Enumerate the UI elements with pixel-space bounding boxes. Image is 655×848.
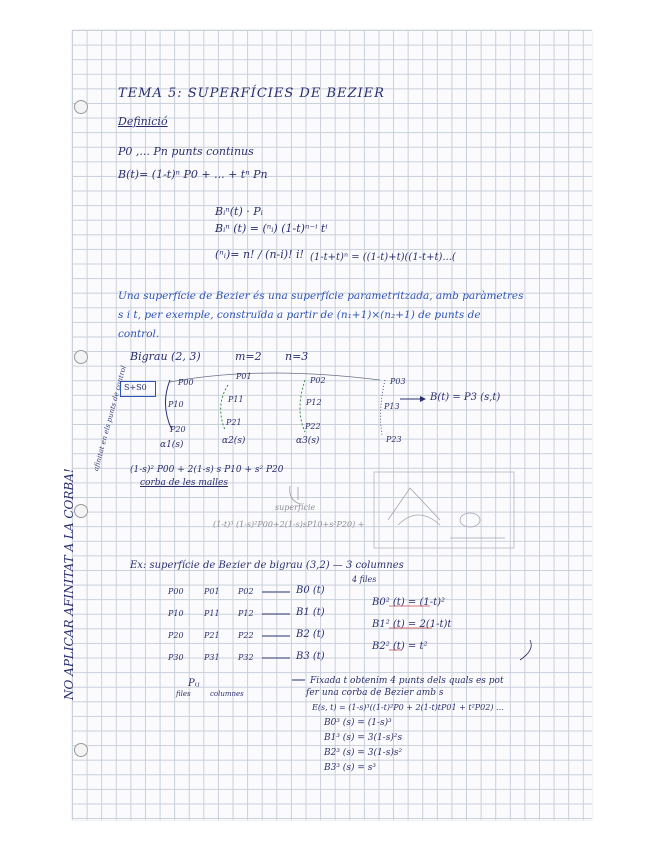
grey-formula: (1-t)³ (1-s)²P00+2(1-s)sP10+s²P20) + — [213, 520, 365, 529]
grid-cell: P10 — [168, 609, 184, 618]
paragraph-line: s i t, per exemple, construïda a partir de (n₁+1)×(n₂+1) de punts de — [118, 309, 481, 321]
mesh-formula: (1-s)² P00 + 2(1-s) s P10 + s² P20 — [130, 465, 284, 475]
fixada-eq: E(s, t) = (1-s)³((1-t)²P0 + 2(1-t)tP01 + t²P02) ... — [312, 703, 504, 712]
bernstein-line: B0² (t) = (1-t)² — [372, 597, 446, 608]
files-label: files — [176, 690, 191, 698]
point-label: P13 — [384, 402, 400, 411]
mesh-formula-note: corba de les malles — [140, 478, 228, 488]
point-label: P20 — [170, 425, 186, 434]
columnes-label: columnes — [210, 690, 244, 698]
point-label: P23 — [386, 435, 402, 444]
s-box-label: S+S0 — [124, 383, 147, 392]
bezier-formula: B(t) = P3 (s,t) — [430, 392, 501, 403]
superficie-label: superfície — [275, 503, 316, 512]
bigrau-heading: Bigrau (2, 3) — [130, 350, 201, 363]
def-line: (ⁿᵢ)= n! / (n-i)! i! — [215, 248, 304, 261]
grid-cell: P00 — [168, 587, 184, 596]
alpha-label: α3(s) — [296, 436, 320, 446]
point-label: P21 — [226, 418, 242, 427]
page-title: TEMA 5: SUPERFÍCIES DE BEZIER — [118, 86, 385, 101]
fixada-bern: B1³ (s) = 3(1-s)²s — [324, 733, 403, 743]
point-label: P02 — [310, 376, 326, 385]
point-label: P22 — [305, 422, 321, 431]
grid-result: B0 (t) — [296, 585, 325, 596]
fixada-line: Fixada t obtenim 4 punts dels quals es pot — [310, 676, 504, 686]
grid-result: B3 (t) — [296, 651, 325, 662]
grid-cell: P31 — [204, 653, 220, 662]
grid-cell: P12 — [238, 609, 254, 618]
def-line: (1-t+t)ⁿ = ((1-t)+t)((1-t+t)...( — [310, 252, 456, 263]
definition-heading: Definició — [118, 115, 168, 128]
bernstein-line: B2² (t) = t² — [372, 641, 428, 652]
paragraph-line: Una superfície de Bezier és una superfície parametritzada, amb paràmetres — [118, 290, 524, 302]
point-label: P12 — [306, 398, 322, 407]
example-heading: Ex: superfície de Bezier de bigrau (3,2) — 3 columnes — [130, 560, 404, 571]
bernstein-line: B1² (t) = 2(1-t)t — [372, 619, 452, 630]
grid-cell: P21 — [204, 631, 220, 640]
def-line: P0 ,... Pn punts continus — [118, 145, 254, 158]
fixada-bern: B0³ (s) = (1-s)³ — [324, 718, 392, 728]
grid-result: B2 (t) — [296, 629, 325, 640]
def-line: B(t)= (1-t)ⁿ P0 + ... + tⁿ Pn — [118, 168, 268, 181]
bigrau-m: m=2 — [235, 350, 262, 363]
grid-cell: P20 — [168, 631, 184, 640]
grid-cell: P02 — [238, 587, 254, 596]
grid-cell: P32 — [238, 653, 254, 662]
alpha-label: α1(s) — [160, 440, 184, 450]
bigrau-n: n=3 — [285, 350, 309, 363]
grid-cell: P30 — [168, 653, 184, 662]
grid-cell: P01 — [204, 587, 220, 596]
example-sub: 4 files — [352, 575, 377, 584]
alpha-label: α2(s) — [222, 436, 246, 446]
def-line: Bᵢⁿ(t) · Pᵢ — [215, 205, 263, 218]
point-label: P01 — [236, 372, 252, 381]
point-label: P10 — [168, 400, 184, 409]
fixada-bern: B2³ (s) = 3(1-s)s² — [324, 748, 403, 758]
grid-cell: P11 — [204, 609, 220, 618]
paragraph-line: control. — [118, 328, 160, 340]
side-note-small: afinitat en els punts de control — [92, 364, 128, 473]
fixada-bern: B3³ (s) = s³ — [324, 763, 376, 773]
fixada-line: fer una corba de Bezier amb s — [306, 688, 444, 698]
pij-label: Pᵢⱼ — [188, 678, 200, 689]
point-label: P00 — [178, 378, 194, 387]
point-label: P03 — [390, 377, 406, 386]
side-note: NO APLICAR AFINITAT A LA CORBA! — [62, 468, 76, 700]
def-line: Bᵢⁿ (t) = (ⁿᵢ) (1-t)ⁿ⁻ⁱ tⁱ — [215, 222, 328, 235]
grid-cell: P22 — [238, 631, 254, 640]
point-label: P11 — [228, 395, 244, 404]
grid-result: B1 (t) — [296, 607, 325, 618]
